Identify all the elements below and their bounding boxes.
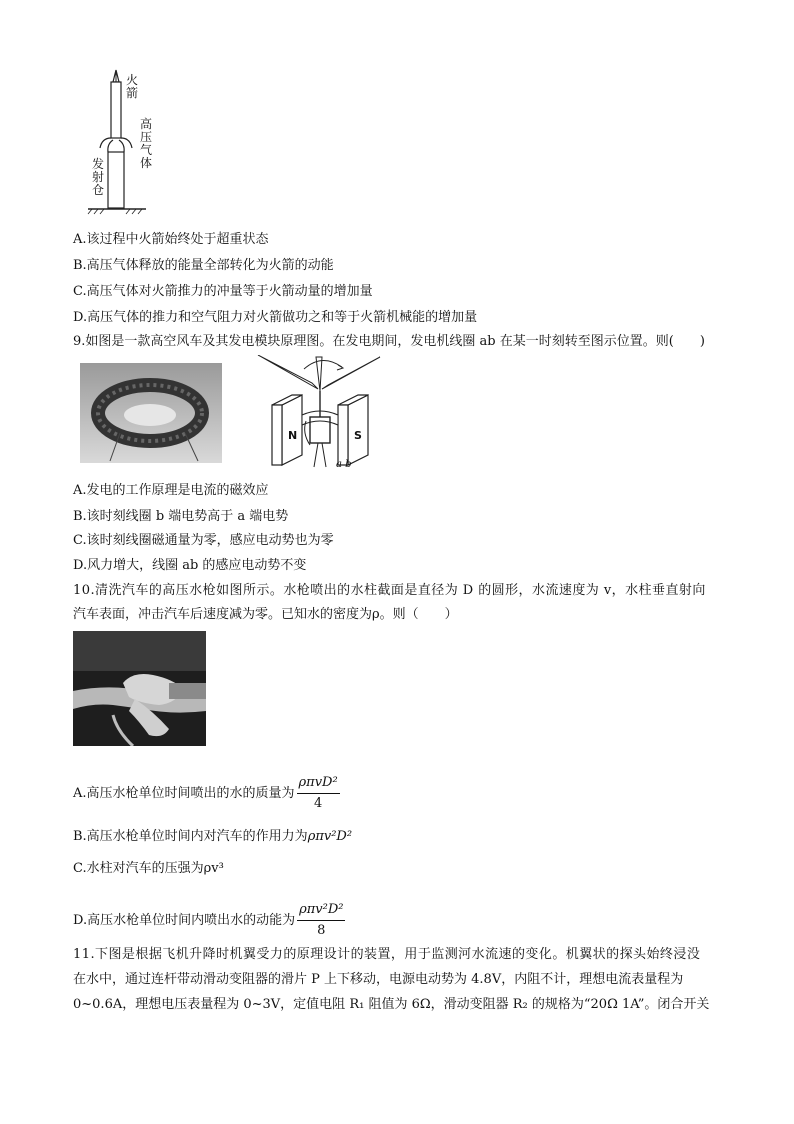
pressure-washer-photo xyxy=(73,631,206,746)
chamber-label: 发射仓 xyxy=(92,157,105,197)
gas-label: 高压气体 xyxy=(140,117,153,170)
q11-stem-line2: 在水中，通过连杆带动滑动变阻器的滑片 P 上下移动，电源电动势为 4.8V，内阻不计，理想电流表量程为 xyxy=(73,972,684,987)
q10-option-a-numerator: ρπvD² xyxy=(297,774,340,794)
north-pole-label: N xyxy=(288,429,298,442)
q9-stem: 9.如图是一款高空风车及其发电模块原理图。在发电期间，发电机线圈 ab 在某一时刻转至图示位置。则( ) xyxy=(73,334,705,349)
q9-option-c: C.该时刻线圈磁通量为零，感应电动势也为零 xyxy=(73,533,334,548)
q10-option-b-expression: ρπv²D² xyxy=(307,829,353,844)
q10-option-b xyxy=(73,828,352,846)
q10-option-b-text: B.高压水枪单位时间内对汽车的作用力为 xyxy=(73,829,308,844)
q9-option-b: B.该时刻线圈 b 端电势高于 a 端电势 xyxy=(73,509,289,524)
q10-stem-line2: 汽车表面，冲击汽车后速度减为零。已知水的密度为ρ。则（ ） xyxy=(73,607,458,622)
q11-stem-line3: 0~0.6A，理想电压表量程为 0~3V，定值电阻 R₁ 阻值为 6Ω，滑动变阻器 R₂ 的规格为“20Ω 1A”。闭合开关 xyxy=(73,997,710,1012)
q10-option-d-denominator: 8 xyxy=(317,923,326,938)
q10-option-a-fraction xyxy=(297,774,340,813)
q10-option-a-text: A.高压水枪单位时间喷出的水的质量为 xyxy=(73,786,295,801)
q8-option-d: D.高压气体的推力和空气阻力对火箭做功之和等于火箭机械能的增加量 xyxy=(73,310,478,325)
wind-turbine-photo xyxy=(80,363,222,463)
rocket-launch-figure xyxy=(80,66,170,216)
q10-option-c: C.水柱对汽车的压强为ρv³ xyxy=(73,861,224,876)
q9-option-d: D.风力增大，线圈 ab 的感应电动势不变 xyxy=(73,558,307,573)
rocket-label: 火箭 xyxy=(126,73,139,100)
q10-option-d xyxy=(73,901,345,940)
generator-diagram xyxy=(250,355,390,475)
south-pole-label: S xyxy=(354,429,362,442)
q10-option-a-denominator: 4 xyxy=(313,796,323,811)
q10-stem-line1: 10.清洗汽车的高压水枪如图所示。水枪喷出的水柱截面是直径为 D 的圆形，水流速度为 v，水柱垂直射向 xyxy=(73,583,706,598)
q10-option-d-numerator: ρπv²D² xyxy=(297,901,345,921)
q10-option-a xyxy=(73,774,340,813)
q10-option-d-fraction xyxy=(297,901,345,940)
q10-option-d-text: D.高压水枪单位时间内喷出水的动能为 xyxy=(73,913,296,928)
q8-option-b: B.高压气体释放的能量全部转化为火箭的动能 xyxy=(73,258,334,273)
q8-option-c: C.高压气体对火箭推力的冲量等于火箭动量的增加量 xyxy=(73,284,373,299)
coil-ab-label: a b xyxy=(336,459,352,470)
q9-option-a: A.发电的工作原理是电流的磁效应 xyxy=(73,483,269,498)
q11-stem-line1: 11.下图是根据飞机升降时机翼受力的原理设计的装置，用于监测河水流速的变化。机翼状的探头始终浸没 xyxy=(73,947,701,962)
q8-option-a: A.该过程中火箭始终处于超重状态 xyxy=(73,232,269,247)
